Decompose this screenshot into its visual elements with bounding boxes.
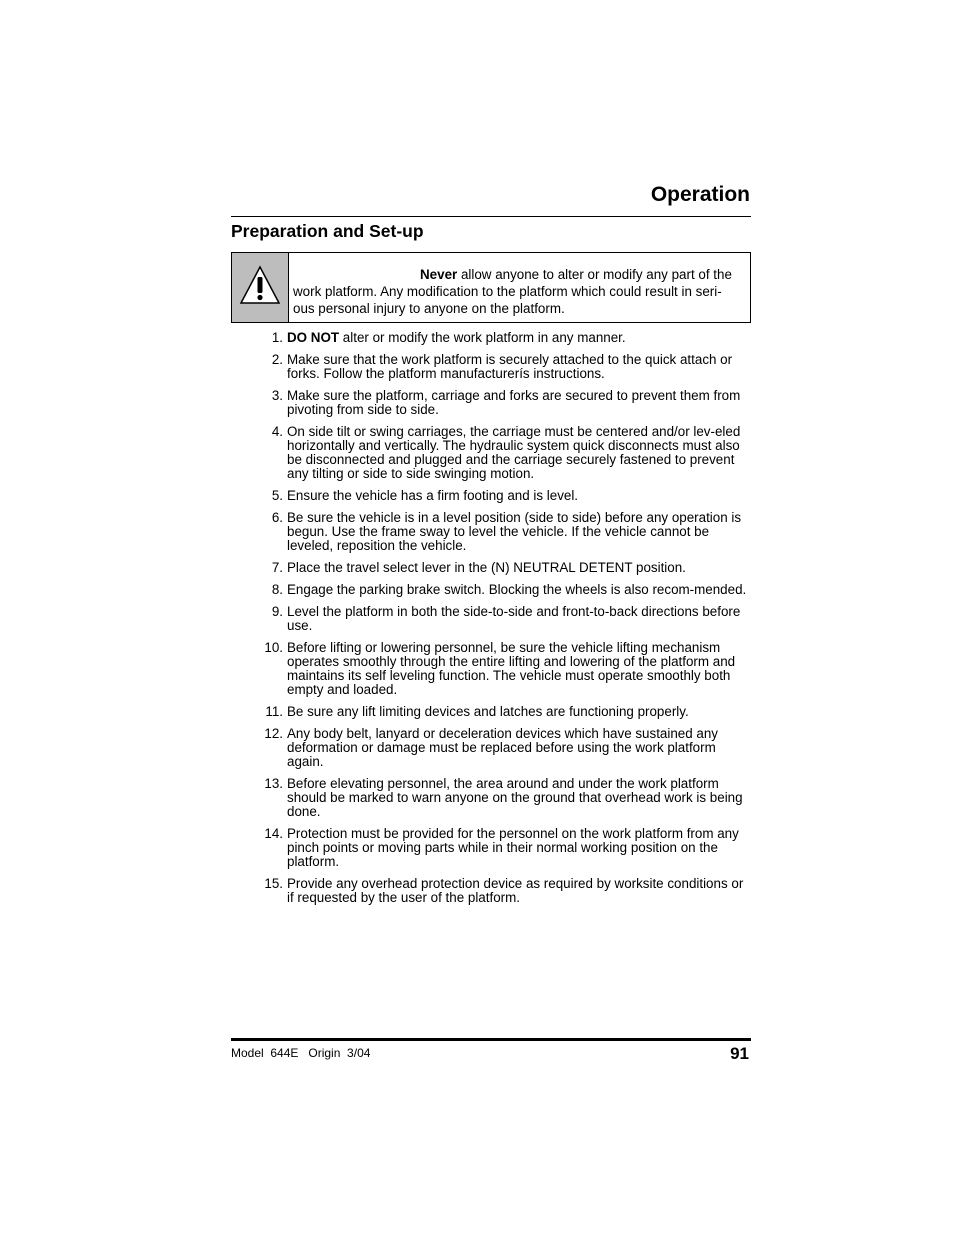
step-number: 8. [271, 582, 283, 597]
warning-line1: allow anyone to alter or modify any part of the [457, 267, 732, 282]
subsection-title: Preparation and Set-up [231, 221, 424, 241]
step-number: 2. [271, 352, 283, 367]
list-item [255, 353, 751, 381]
step-text: Protection must be provided for the personnel on the work platform from any pinch points or moving parts while in their normal working position on the platform. [287, 826, 739, 869]
page-number: 91 [730, 1044, 749, 1063]
step-text: Make sure the platform, carriage and forks are secured to prevent them from pivoting from side to side. [287, 388, 741, 417]
list-item [255, 425, 751, 481]
list-item [255, 583, 751, 597]
warning-exclamation-icon [239, 265, 281, 307]
list-item [255, 727, 751, 769]
step-text: Any body belt, lanyard or deceleration devices which have sustained any deformation or damage must be replaced before using the work platform again. [287, 726, 718, 769]
step-number: 12. [264, 726, 283, 741]
list-item [255, 389, 751, 417]
step-text: Ensure the vehicle has a firm footing and is level. [287, 488, 579, 503]
list-item [255, 777, 751, 819]
step-text: Make sure that the work platform is securely attached to the quick attach or forks. Follow the platform manufacturerís instructions. [287, 352, 733, 381]
step-text: Before lifting or lowering personnel, be sure the vehicle lifting mechanism operates smoothly through the entire lifting and lowering of the platform and maintains its self leveling function. The vehicle must operate smoothly both empty and loaded. [287, 640, 736, 697]
list-item [255, 561, 751, 575]
warning-continuation: work platform. Any modification to the platform which could result in seri-ous personal injury to anyone on the platform. [293, 284, 722, 316]
footer-rule [231, 1038, 751, 1041]
step-text: Be sure any lift limiting devices and latches are functioning properly. [287, 704, 689, 719]
list-item [255, 705, 751, 719]
step-text: alter or modify the work platform in any manner. [339, 330, 626, 345]
warning-emphasis: Never [420, 267, 458, 282]
step-text: Be sure the vehicle is in a level position (side to side) before any operation is begun. Use the frame sway to level the vehicle. If the vehicle cannot be leveled, reposition the vehicle. [287, 510, 742, 553]
step-text: Engage the parking brake switch. Blocking the wheels is also recom-mended. [287, 582, 747, 597]
step-emphasis: DO NOT [287, 330, 340, 345]
step-number: 3. [271, 388, 283, 403]
step-number: 11. [265, 704, 283, 719]
warning-box [231, 252, 751, 323]
section-title: Operation [650, 183, 750, 206]
list-item [255, 605, 751, 633]
step-number: 7. [271, 560, 283, 575]
list-item [255, 331, 751, 345]
step-text: Level the platform in both the side-to-side and front-to-back directions before use. [287, 604, 741, 633]
step-text: On side tilt or swing carriages, the carriage must be centered and/or lev-eled horizontally and vertically. The hydraulic system quick disconnects must also be disconnected and plugged and the carriage securely fastened to prevent any tilting or side to side swinging motion. [287, 424, 741, 481]
step-number: 5. [271, 488, 283, 503]
list-item [255, 641, 751, 697]
footer-model-origin: Model 644E Origin 3/04 [231, 1046, 371, 1060]
step-number: 14. [264, 826, 283, 841]
step-number: 15. [264, 876, 283, 891]
warning-icon-cell [232, 253, 289, 322]
setup-steps-list [255, 331, 751, 913]
step-number: 4. [271, 424, 283, 439]
step-text: Place the travel select lever in the (N) NEUTRAL DETENT position. [287, 560, 686, 575]
list-item [255, 489, 751, 503]
warning-message [293, 266, 743, 317]
step-text: Provide any overhead protection device as required by worksite conditions or if requested by the user of the platform. [287, 876, 744, 905]
step-number: 10. [264, 640, 283, 655]
list-item [255, 511, 751, 553]
list-item [255, 877, 751, 905]
step-text: Before elevating personnel, the area around and under the work platform should be marked to warn anyone on the ground that overhead work is being done. [287, 776, 743, 819]
title-rule [231, 216, 751, 217]
step-number: 9. [271, 604, 283, 619]
step-number: 6. [271, 510, 283, 525]
list-item [255, 827, 751, 869]
step-number: 13. [264, 776, 283, 791]
step-number: 1. [271, 330, 283, 345]
